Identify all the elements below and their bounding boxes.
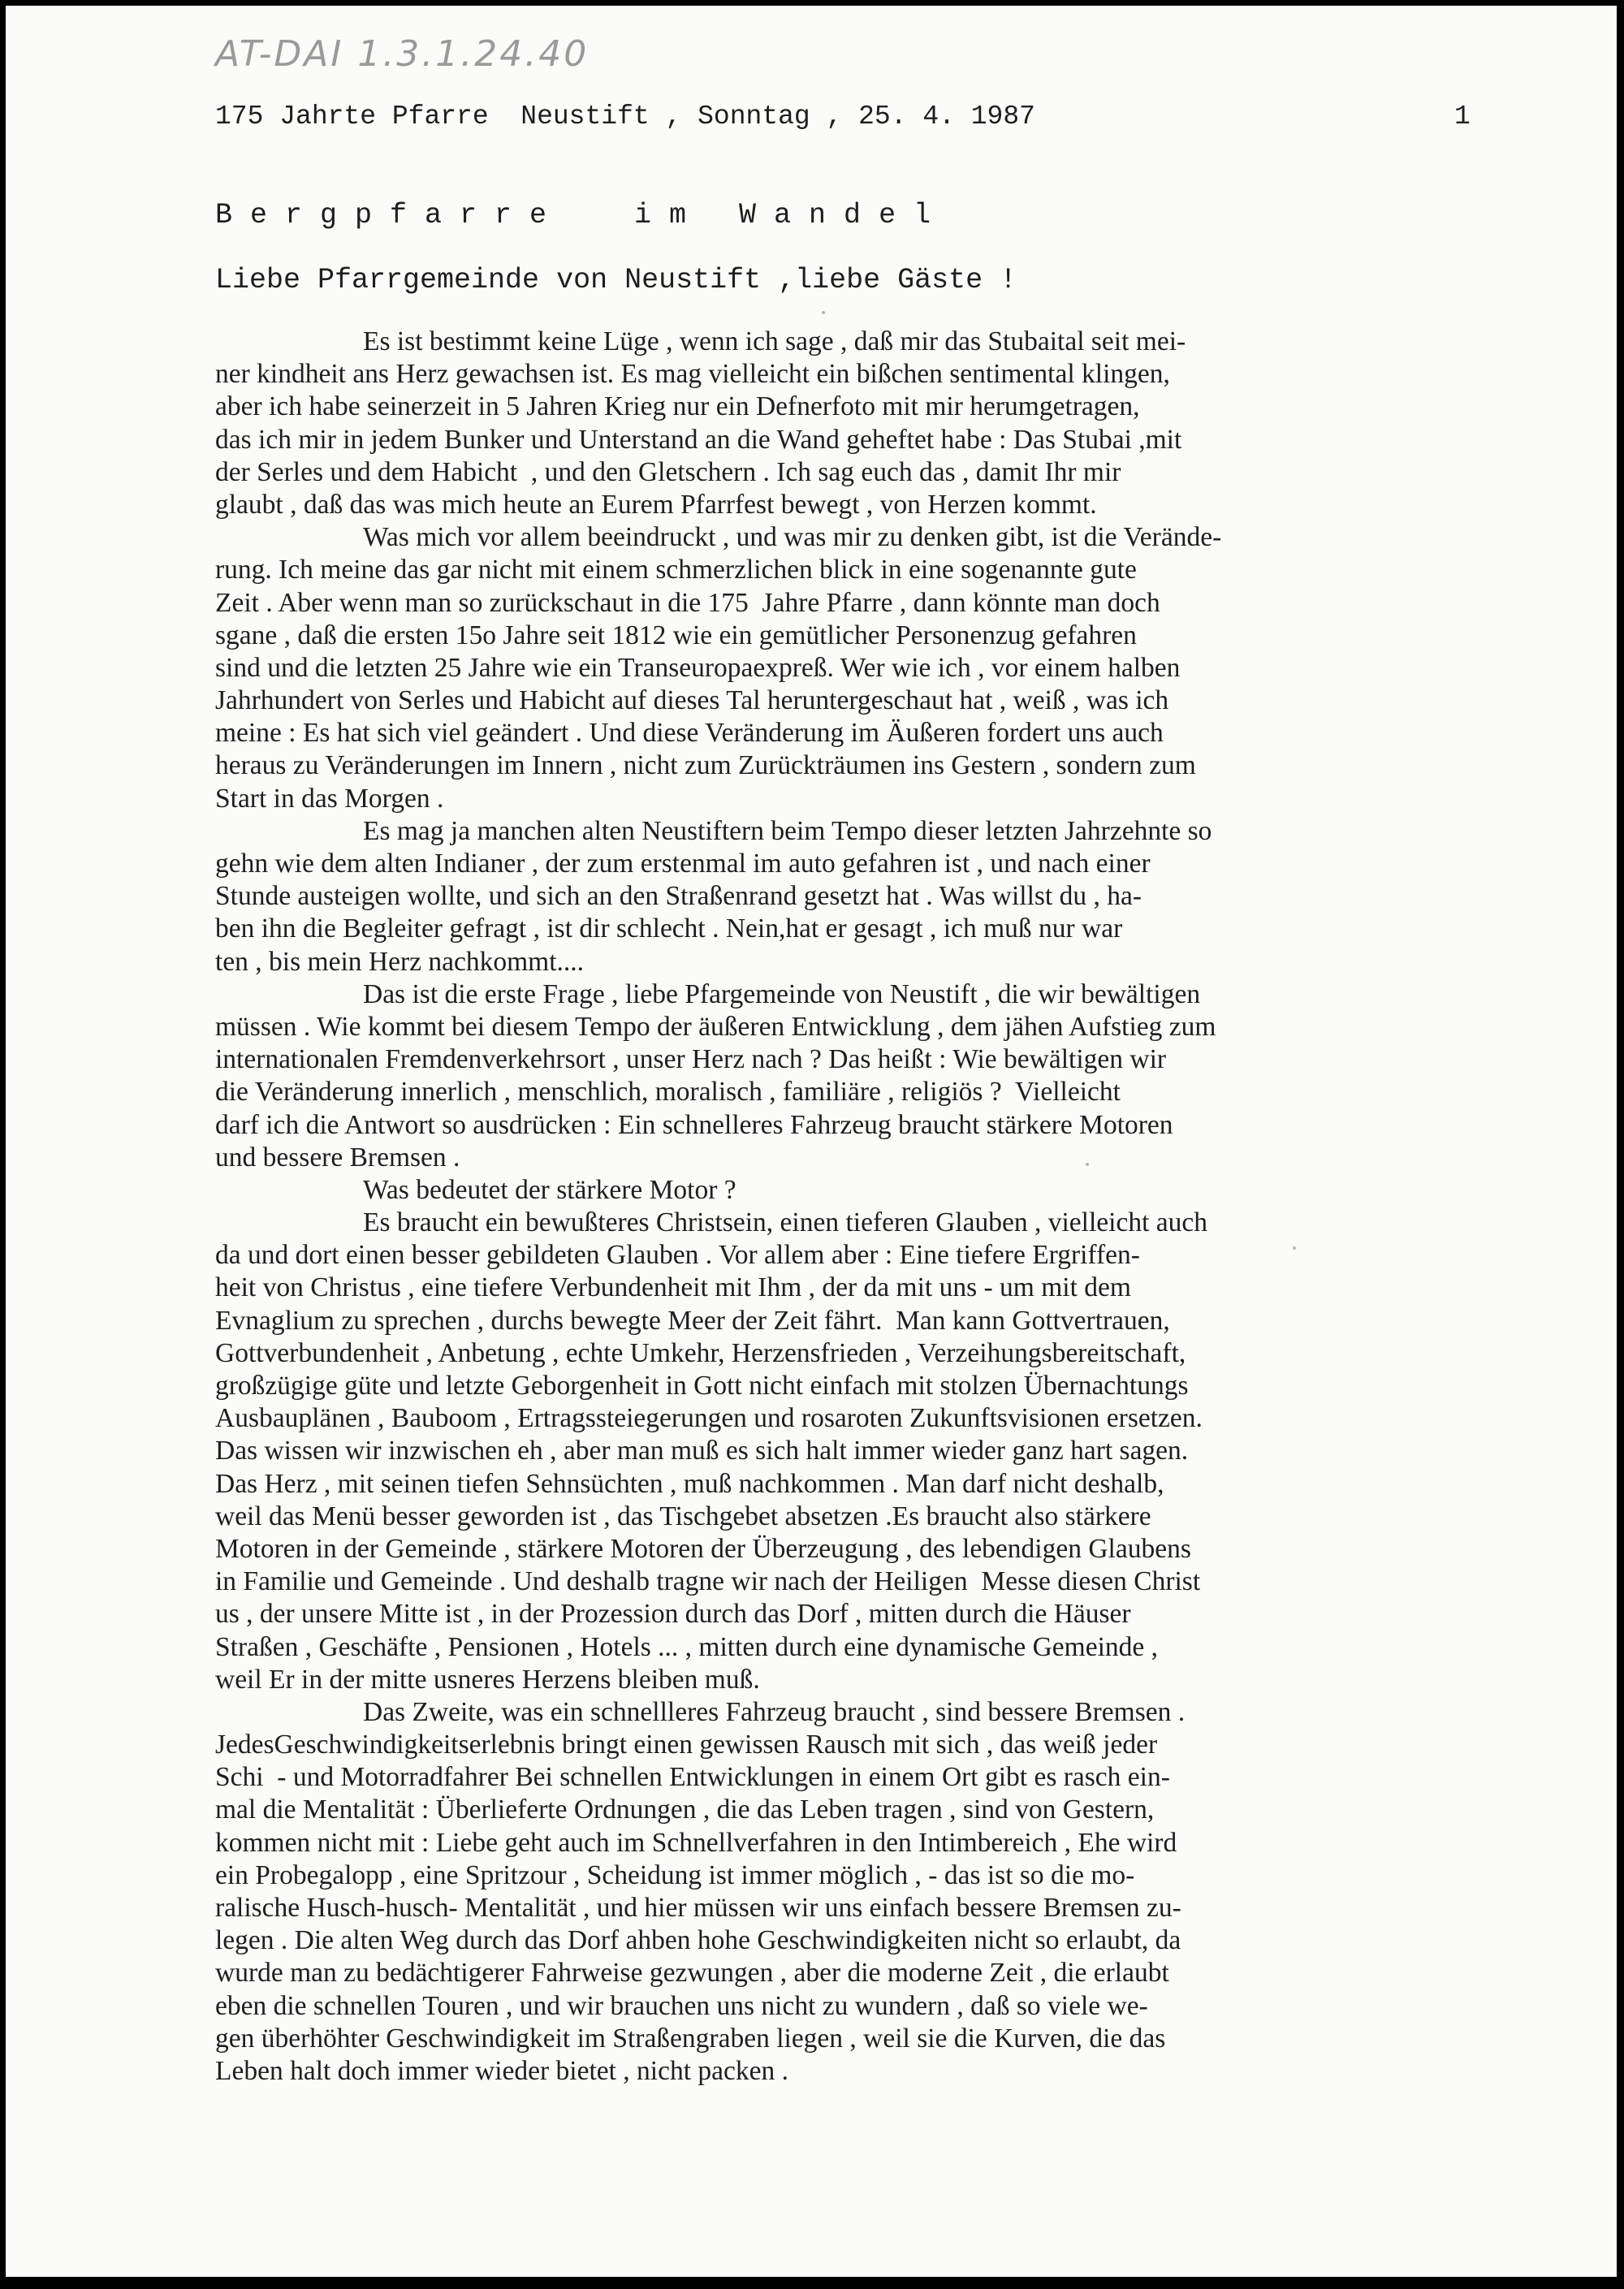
paper-speck: [822, 311, 825, 314]
body-line: Das Herz , mit seinen tiefen Sehnsüchten , muß nachkommen . Man darf nicht deshalb,: [215, 1468, 1164, 1499]
body-line: Ausbauplänen , Bauboom , Ertragssteiegerungen und rosaroten Zukunftsvisionen ersetzen.: [215, 1403, 1203, 1434]
body-line: Das Zweite, was ein schnellleres Fahrzeug braucht , sind bessere Bremsen .: [363, 1696, 1186, 1727]
body-line: Jahrhundert von Serles und Habicht auf dieses Tal heruntergeschaut hat , weiß , was ich: [215, 685, 1169, 716]
body-line: Start in das Morgen .: [215, 783, 444, 814]
body-line: weil Er in der mitte usneres Herzens bleiben muß.: [215, 1664, 760, 1695]
body-line: meine : Es hat sich viel geändert . Und diese Veränderung im Äußeren fordert uns auch: [215, 718, 1164, 749]
body-line: müssen . Wie kommt bei diesem Tempo der äußeren Entwicklung , dem jähen Aufstieg zum: [215, 1011, 1216, 1042]
body-line: das ich mir in jedem Bunker und Unterstand an die Wand geheftet habe : Das Stubai ,mit: [215, 424, 1182, 455]
body-line: der Serles und dem Habicht , und den Gletschern . Ich sag euch das , damit Ihr mir: [215, 456, 1121, 487]
body-line: heraus zu Veränderungen im Innern , nicht zum Zurückträumen ins Gestern , sondern zum: [215, 750, 1196, 781]
body-line: wurde man zu bedächtigerer Fahrweise gezwungen , aber die moderne Zeit , die erlaubt: [215, 1958, 1169, 1989]
body-line: internationalen Fremdenverkehrsort , unser Herz nach ? Das heißt : Wie bewältigen wir: [215, 1044, 1167, 1075]
body-line: Schi - und Motorradfahrer Bei schnellen Entwicklungen in einem Ort gibt es rasch ein-: [215, 1762, 1170, 1793]
body-line: da und dort einen besser gebildeten Glauben . Vor allem aber : Eine tiefere Ergriffen-: [215, 1240, 1140, 1271]
body-line: legen . Die alten Weg durch das Dorf ahben hohe Geschwindigkeiten nicht so erlaubt, da: [215, 1925, 1181, 1956]
body-line: Das ist die erste Frage , liebe Pfargemeinde von Neustift , die wir bewältigen: [363, 978, 1201, 1009]
document-page: [6, 6, 1617, 2277]
body-line: ben ihn die Begleiter gefragt , ist dir schlecht . Nein,hat er gesagt , ich muß nur war: [215, 913, 1123, 944]
body-line: sind und die letzten 25 Jahre wie ein Transeuropaexpreß. Wer wie ich , vor einem halben: [215, 652, 1181, 683]
body-line: us , der unsere Mitte ist , in der Prozession durch das Dorf , mitten durch die Häuser: [215, 1599, 1131, 1630]
paper-speck: [1293, 1246, 1296, 1250]
body-line: gehn wie dem alten Indianer , der zum erstenmal im auto gefahren ist , und nach einer: [215, 849, 1151, 879]
body-line: Gottverbundenheit , Anbetung , echte Umkehr, Herzensfrieden , Verzeihungsbereitschaft,: [215, 1337, 1186, 1368]
body-line: Stunde austeigen wollte, und sich an den Straßenrand gesetzt hat . Was willst du , ha-: [215, 881, 1142, 912]
body-text: [215, 326, 1617, 2088]
salutation: Liebe Pfarrgemeinde von Neustift ,liebe Gäste !: [215, 264, 1017, 296]
body-line: mal die Mentalität : Überlieferte Ordnungen , die das Leben tragen , sind von Gestern,: [215, 1794, 1155, 1825]
body-line: Es ist bestimmt keine Lüge , wenn ich sage , daß mir das Stubaital seit mei-: [363, 326, 1186, 356]
body-line: darf ich die Antwort so ausdrücken : Ein schnelleres Fahrzeug braucht stärkere Motoren: [215, 1109, 1173, 1140]
body-line: weil das Menü besser geworden ist , das Tischgebet absetzen .Es braucht also stärkere: [215, 1501, 1151, 1531]
body-line: glaubt , daß das was mich heute an Eurem Pfarrfest bewegt , von Herzen kommt.: [215, 489, 1097, 520]
body-line: und bessere Bremsen .: [215, 1142, 460, 1173]
body-line: Es mag ja manchen alten Neustiftern beim Tempo dieser letzten Jahrzehnte so: [363, 815, 1212, 846]
body-line: sgane , daß die ersten 15o Jahre seit 1812 wie ein gemütlicher Personenzug gefahren: [215, 620, 1137, 650]
body-line: ein Probegalopp , eine Spritzour , Scheidung ist immer möglich , - das ist so die mo-: [215, 1859, 1135, 1890]
document-header: 175 Jahrte Pfarre Neustift , Sonntag , 25. 4. 1987: [215, 101, 1035, 132]
body-line: ralische Husch-husch- Mentalität , und hier müssen wir uns einfach bessere Bremsen zu-: [215, 1893, 1181, 1923]
body-line: Was mich vor allem beeindruckt , und was mir zu denken gibt, ist die Verände-: [363, 522, 1222, 553]
body-line: gen überhöhter Geschwindigkeit im Straßengraben liegen , weil sie die Kurven, die das: [215, 2023, 1166, 2054]
body-line: heit von Christus , eine tiefere Verbundenheit mit Ihm , der da mit uns - um mit dem: [215, 1272, 1131, 1303]
body-line: Evnaglium zu sprechen , durchs bewegte Meer der Zeit fährt. Man kann Gottvertrauen,: [215, 1305, 1170, 1336]
body-line: Motoren in der Gemeinde , stärkere Motoren der Überzeugung , des lebendigen Glaubens: [215, 1533, 1191, 1564]
body-line: Leben halt doch immer wieder bietet , nicht packen .: [215, 2055, 789, 2086]
body-line: großzügige güte und letzte Geborgenheit in Gott nicht einfach mit stolzen Übernachtungs: [215, 1371, 1189, 1401]
body-line: eben die schnellen Touren , und wir brauchen uns nicht zu wundern , daß so viele we-: [215, 1990, 1148, 2021]
body-line: kommen nicht mit : Liebe geht auch im Schnellverfahren in den Intimbereich , Ehe wird: [215, 1827, 1177, 1858]
body-line: Es braucht ein bewußteres Christsein, einen tieferen Glauben , vielleicht auch: [363, 1207, 1207, 1238]
body-line: Zeit . Aber wenn man so zurückschaut in die 175 Jahre Pfarre , dann könnte man doch: [215, 587, 1160, 618]
page-number: 1: [1454, 101, 1471, 132]
paper-speck: [1086, 1163, 1089, 1166]
body-line: JedesGeschwindigkeitserlebnis bringt einen gewissen Rausch mit sich , das weiß jeder: [215, 1730, 1158, 1760]
body-line: ner kindheit ans Herz gewachsen ist. Es mag vielleicht ein bißchen sentimental klingen,: [215, 359, 1170, 390]
archive-reference-stamp: AT-DAI 1.3.1.24.40: [215, 33, 590, 75]
body-line: Das wissen wir inzwischen eh , aber man muß es sich halt immer wieder ganz hart sagen.: [215, 1436, 1189, 1466]
body-line: rung. Ich meine das gar nicht mit einem schmerzlichen blick in eine sogenannte gute: [215, 555, 1137, 585]
body-line: die Veränderung innerlich , menschlich, moralisch , familiäre , religiös ? Vielleicht: [215, 1077, 1121, 1108]
body-line: in Familie und Gemeinde . Und deshalb tragne wir nach der Heiligen Messe diesen Christ: [215, 1566, 1201, 1597]
body-line: ten , bis mein Herz nachkommt....: [215, 946, 585, 977]
body-line: aber ich habe seinerzeit in 5 Jahren Krieg nur ein Defnerfoto mit mir herumgetragen,: [215, 391, 1140, 422]
body-line: Straßen , Geschäfte , Pensionen , Hotels ... , mitten durch eine dynamische Gemeinde ,: [215, 1631, 1159, 1662]
body-line: Was bedeutet der stärkere Motor ?: [363, 1174, 736, 1205]
document-title: Bergpfarre im Wandel: [215, 199, 949, 231]
